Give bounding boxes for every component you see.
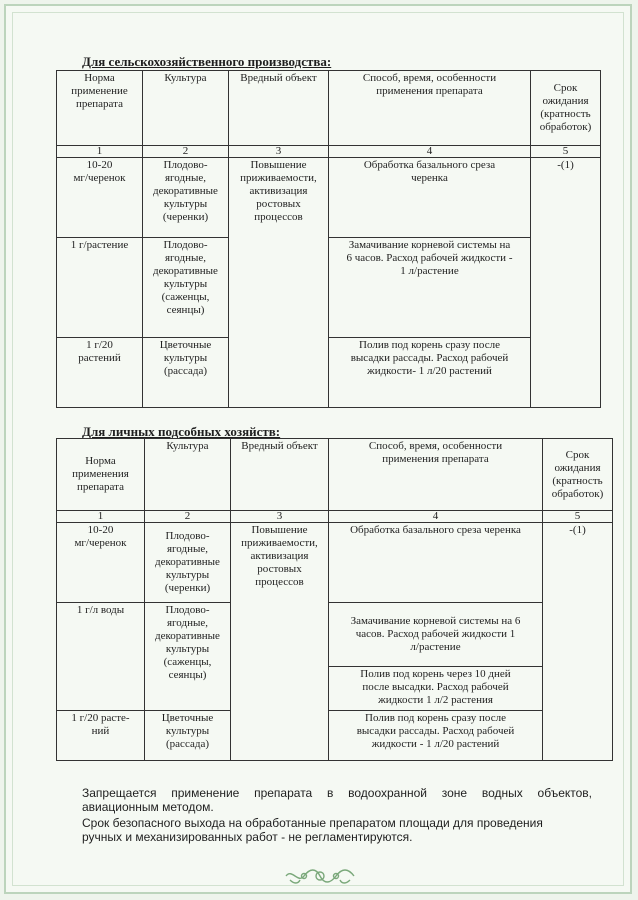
- header-method: Способ, время, особенности применения препарата: [362, 72, 497, 97]
- table-header-row: [57, 439, 613, 511]
- rate-cell: 10-20 мг/черенок: [74, 524, 127, 549]
- rate-cell: 1 г/20 расте- ний: [71, 712, 130, 737]
- header-rate: Норма применения препарата: [72, 455, 129, 493]
- footer-line-1: Запрещается применение препарата в водоохранной зоне водных объектов,: [82, 786, 592, 800]
- column-number: 2: [145, 511, 231, 523]
- column-number: 4: [329, 146, 531, 158]
- ornament-icon: [284, 866, 356, 886]
- crop-cell: Плодово- ягодные, декоративные культуры (черенки): [153, 159, 218, 223]
- rate-cell: 1 г/20 растений: [78, 339, 121, 364]
- crop-cell: Плодово- ягодные, декоративные культуры (черенки): [155, 530, 220, 594]
- table-number-row: [57, 146, 601, 158]
- header-target: Вредный объект: [241, 440, 318, 452]
- header-method: Способ, время, особенности применения препарата: [368, 440, 503, 465]
- table-row: [57, 238, 601, 338]
- header-rate: Норма применение препарата: [71, 72, 128, 110]
- header-wait: Срок ожидания (кратность обработок): [551, 448, 604, 500]
- section2-title: Для личных подсобных хозяйств:: [82, 424, 281, 439]
- rate-cell: 10-20 мг/черенок: [73, 159, 126, 184]
- table-row: [57, 603, 613, 667]
- target-cell: Повышение приживаемости, активизация ростовых процессов: [240, 159, 317, 223]
- rate-cell: 1 г/растение: [70, 239, 129, 251]
- footer-line-2: авиационным методом.: [82, 800, 214, 814]
- table-row: [57, 338, 601, 408]
- column-number: 5: [543, 511, 613, 523]
- rate-cell: 1 г/л воды: [76, 604, 125, 616]
- column-number: 1: [57, 146, 143, 158]
- header-crop: Культура: [164, 72, 207, 84]
- column-number: 2: [143, 146, 229, 158]
- wait-cell: -(1): [557, 159, 574, 171]
- table-row: [57, 711, 613, 761]
- column-number: 1: [57, 511, 145, 523]
- header-target: Вредный объект: [240, 72, 317, 84]
- method-cell: Полив под корень сразу после высадки рассады. Расход рабочей жидкости - 1 л/20 растений: [356, 712, 515, 750]
- target-cell: Повышение приживаемости, активизация ростовых процессов: [241, 524, 318, 588]
- method-cell: Замачивание корневой системы на 6 часов. Расход рабочей жидкости - 1 л/растение: [346, 239, 513, 277]
- table-header-row: [57, 71, 601, 146]
- method-cell: Полив под корень сразу после высадки рассады. Расход рабочей жидкости- 1 л/20 растений: [350, 339, 509, 377]
- crop-cell: Цветочные культуры (рассада): [161, 712, 214, 750]
- table-number-row: [57, 511, 613, 523]
- column-number: 4: [329, 511, 543, 523]
- column-number: 3: [231, 511, 329, 523]
- method-cell: Замачивание корневой системы на 6 часов. Расход рабочей жидкости 1 л/растение: [350, 615, 521, 653]
- method-cell: Обработка базального среза черенка: [363, 159, 496, 184]
- section2-table: [56, 438, 613, 761]
- column-number: 3: [229, 146, 329, 158]
- method-cell: Обработка базального среза черенка: [350, 524, 521, 536]
- footer-line-4: ручных и механизированных работ - не регламентируются.: [82, 830, 413, 844]
- table-row: [57, 523, 613, 603]
- section1-table: [56, 70, 601, 408]
- crop-cell: Цветочные культуры (рассада): [159, 339, 212, 377]
- column-number: 5: [531, 146, 601, 158]
- header-crop: Культура: [166, 440, 209, 452]
- header-wait: Срок ожидания (кратность обработок): [539, 82, 592, 133]
- wait-cell: -(1): [569, 524, 586, 536]
- section1-title: Для сельскохозяйственного производства:: [82, 54, 332, 69]
- table-row: [57, 158, 601, 238]
- method-cell-secondary: Полив под корень через 10 дней после высадки. Расход рабочей жидкости 1 л/2 растения: [360, 668, 511, 706]
- footer-line-3: Срок безопасного выхода на обработанные препаратом площади для проведения: [82, 816, 543, 830]
- crop-cell: Плодово- ягодные, декоративные культуры (саженцы, сеянцы): [155, 604, 220, 681]
- crop-cell: Плодово- ягодные, декоративные культуры (саженцы, сеянцы): [153, 239, 218, 316]
